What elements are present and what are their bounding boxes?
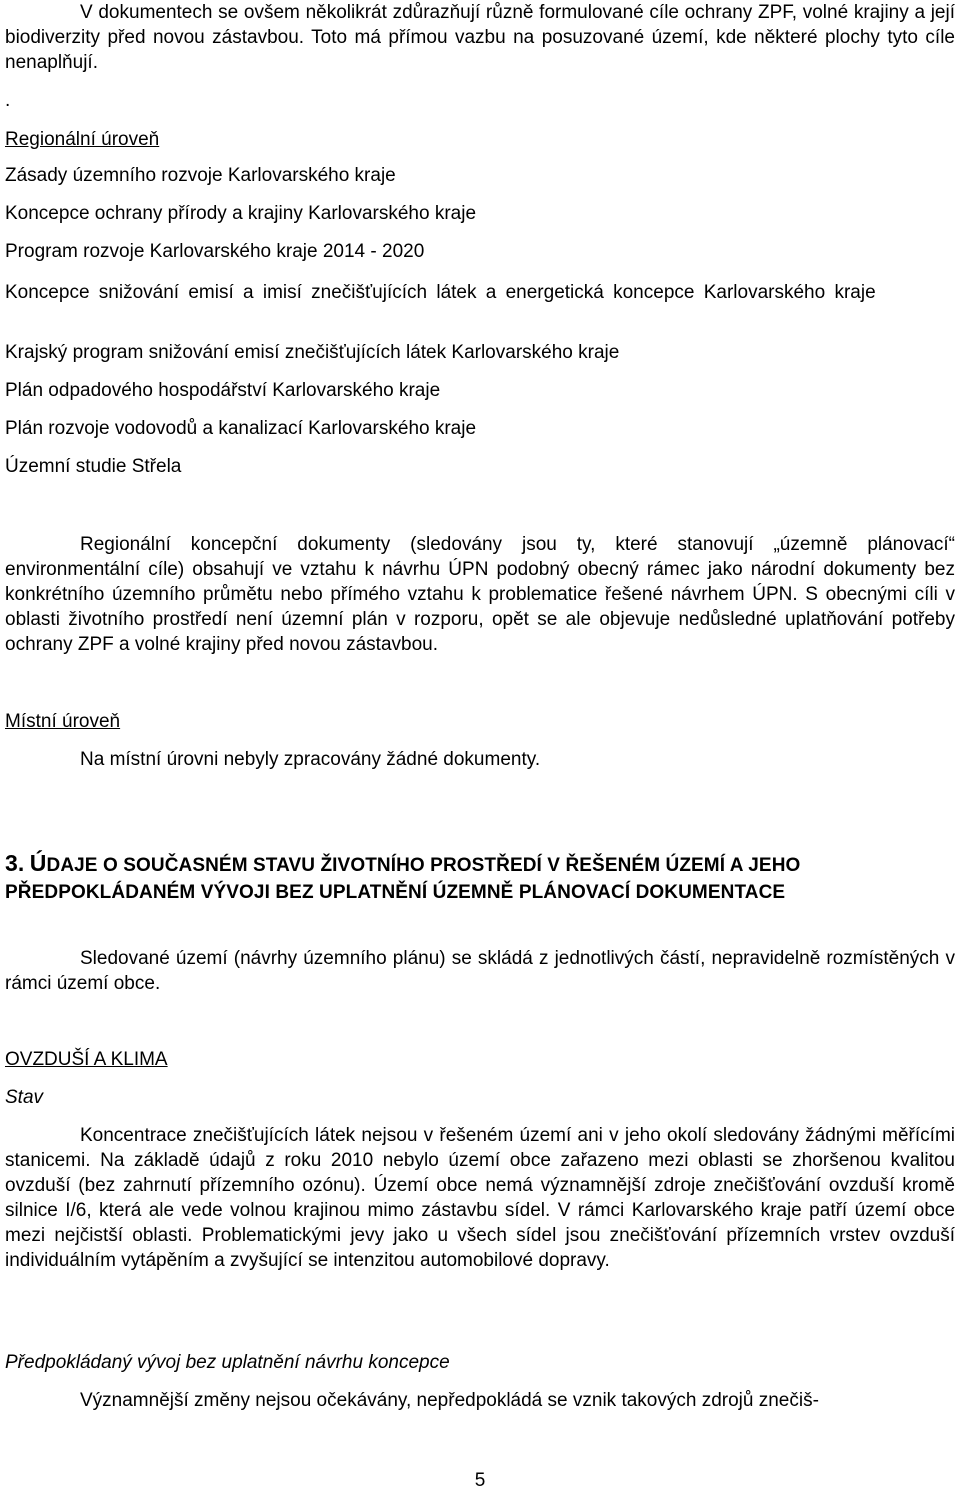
section-3-paragraph: Sledované území (návrhy územního plánu) se skládá z jednotlivých částí, nepravidelně rozmístěných v rámci území obce.: [5, 948, 955, 994]
regional-doc-item: Krajský program snižování emisí znečišťujících látek Karlovarského kraje: [5, 342, 620, 363]
local-heading: Místní úroveň: [5, 711, 121, 732]
forecast-label: Předpokládaný vývoj bez uplatnění návrhu koncepce: [5, 1352, 450, 1373]
regional-doc-item: Plán odpadového hospodářství Karlovarského kraje: [5, 380, 441, 401]
regional-heading: Regionální úroveň: [5, 129, 160, 150]
page-number: 5: [474, 1470, 486, 1491]
section-3-title-line1: 3. ÚDAJE O SOUČASNÉM STAVU ŽIVOTNÍHO PROSTŘEDÍ V ŘEŠENÉM ÚZEMÍ A JEHO: [5, 850, 801, 876]
regional-doc-item: Územní studie Střela: [5, 456, 182, 477]
regional-doc-item: Zásady územního rozvoje Karlovarského kraje: [5, 165, 396, 186]
regional-doc-item: Koncepce ochrany přírody a krajiny Karlovarského kraje: [5, 203, 477, 224]
regional-doc-item: Plán rozvoje vodovodů a kanalizací Karlovarského kraje: [5, 418, 477, 439]
forecast-text: Významnější změny nejsou očekávány, nepředpokládá se vznik takových zdrojů znečiš-: [80, 1390, 819, 1411]
local-text: Na místní úrovni nebyly zpracovány žádné dokumenty.: [80, 749, 541, 770]
section-3-title-line2: PŘEDPOKLÁDANÉM VÝVOJI BEZ UPLATNĚNÍ ÚZEMNĚ PLÁNOVACÍ DOKUMENTACE: [5, 882, 786, 903]
air-state-label: Stav: [5, 1087, 44, 1108]
air-paragraph: Koncentrace znečišťujících látek nejsou v řešeném území ani v jeho okolí sledovány žádnými měřícími stanicemi. Na základě údajů z roku 2010 nebylo území obce zařazeno mezi oblasti se zhoršenou kvalitou ovzduší (bez zahrnutí přízemního ozónu). Území obce nemá významnější zdroje znečišťování ovzduší kromě silnice I/6, která ale vede volnou krajinou mimo zástavbu sídel. V rámci Karlovarského kraje patří území obce mezi nejčistší oblasti. Problematickými jevy jako u všech sídel jsou znečišťování přízemních vrstev ovzduší individuálním vytápěním a zvyšující se intenzitou automobilové dopravy.: [5, 1125, 955, 1271]
regional-doc-item: Koncepce snižování emisí a imisí znečišťujících látek a energetická koncepce Karlovarského kraje: [5, 282, 876, 303]
intro-paragraph: V dokumentech se ovšem několikrát zdůrazňují různě formulované cíle ochrany ZPF, volné krajiny a její biodiverzity před novou zástavbou. Toto má přímou vazbu na posuzované území, kde některé plochy tyto cíle nenaplňují.: [5, 2, 955, 73]
air-heading: OVZDUŠÍ A KLIMA: [5, 1049, 168, 1070]
regional-paragraph: Regionální koncepční dokumenty (sledovány jsou ty, které stanovují „územně plánovací“ environmentální cíle) obsahují ve vztahu k návrhu ÚPN podobný obecný rámec jako národní dokumenty bez konkrétního územního průmětu nebo přímého vztahu k problematice řešené návrhem ÚPN. S obecnými cíli v oblasti životního prostředí není územní plán v rozporu, opět se ale objevuje nedůsledné uplatňování potřeby ochrany ZPF a volné krajiny před novou zástavbou.: [5, 534, 955, 655]
regional-doc-item: Program rozvoje Karlovarského kraje 2014 - 2020: [5, 241, 425, 262]
stray-dot: .: [5, 90, 11, 111]
